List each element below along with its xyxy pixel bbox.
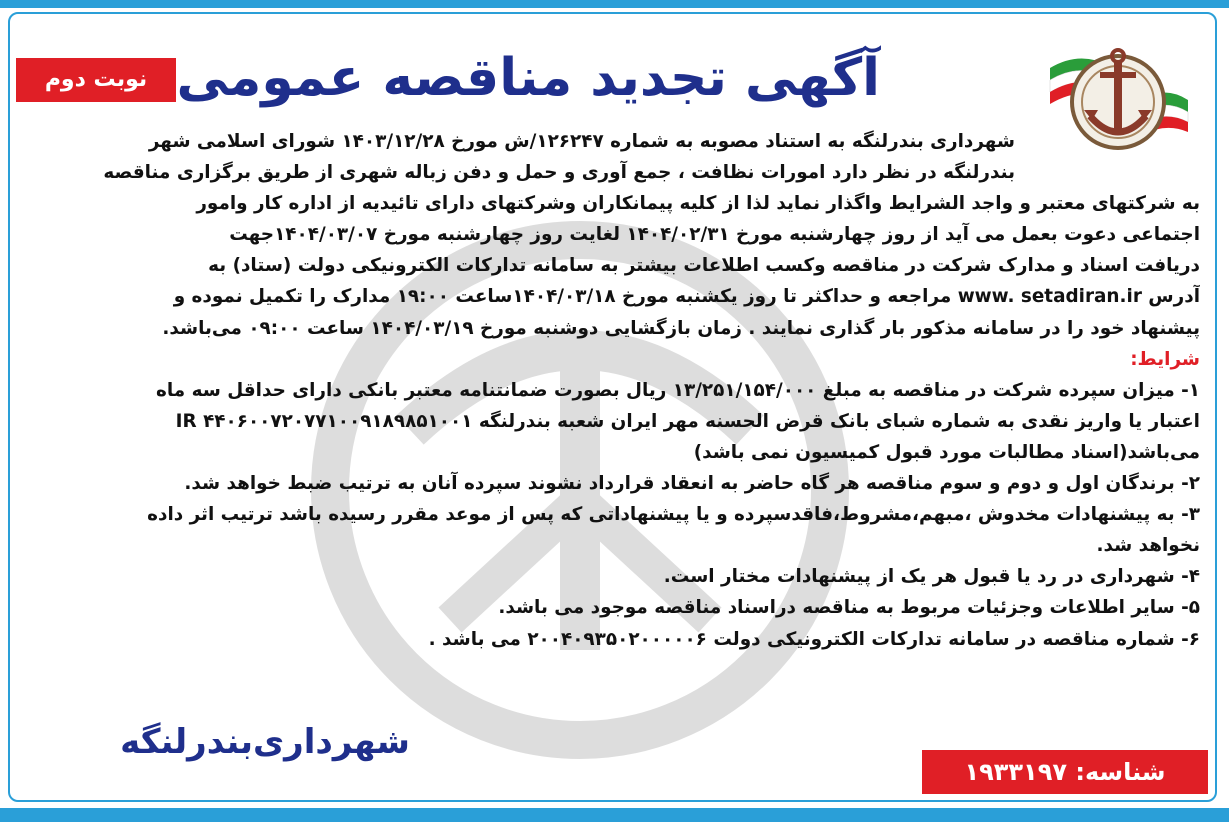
publication-round-badge: نوبت دوم bbox=[16, 58, 176, 102]
condition-line: ۴- شهرداری در رد یا قبول هر یک از پیشنهادات مختار است. bbox=[663, 566, 1200, 588]
intro-line: دریافت اسناد و مدارک شرکت در مناقصه وکسب اطلاعات بیشتر به سامانه تدارکات الکترونیکی دولت (ستاد) به bbox=[208, 255, 1200, 277]
bottom-blue-strip bbox=[0, 808, 1229, 822]
intro-line: پیشنهاد خود را در سامانه مذکور بار گذاری نمایند . زمان بازگشایی دوشنبه مورخ ۱۴۰۴/۰۳/۱۹ ساعت ۰۹:۰۰ می‌باشد. bbox=[162, 317, 1200, 339]
intro-line: شهرداری بندرلنگه به استناد مصوبه به شماره ۱۲۶۲۴۷/ش مورخ ۱۴۰۳/۱۲/۲۸ شورای اسلامی شهر bbox=[148, 131, 1015, 152]
notice-title: آگهی تجدید مناقصه عمومی bbox=[176, 48, 880, 108]
condition-line: ۲- برندگان اول و دوم و سوم مناقصه هر گاه حاضر به انعقاد قرارداد نشوند سپرده آنان به ترتیب ضبط خواهد شد. bbox=[184, 473, 1200, 495]
condition-line: ۶- شماره مناقصه در سامانه تدارکات الکترونیکی دولت ۲۰۰۴۰۹۳۵۰۲۰۰۰۰۰۶ می باشد . bbox=[428, 628, 1200, 650]
notice-id-box: شناسه: ۱۹۳۳۱۹۷ bbox=[922, 750, 1208, 794]
condition-line: اعتبار یا واریز نقدی به شماره شبای بانک قرض الحسنه مهر ایران شعبه بندرلنگه IR ۴۴۰۶۰۰۷۲۰۷۷۱۰۰۹۱۸۹۸۵۱۰۰۱ bbox=[175, 410, 1200, 432]
top-blue-strip bbox=[0, 0, 1229, 8]
condition-line: ۳- به پیشنهادات مخدوش ،مبهم،مشروط،فاقدسپرده و یا پیشنهاداتی که پس از موعد مقرر رسیده باشد ترتیب اثر داده bbox=[147, 504, 1200, 526]
intro-line: بندرلنگه در نظر دارد امورات نظافت ، جمع آوری و حمل و دفن زباله شهری از طریق برگزاری مناقصه bbox=[103, 162, 1015, 184]
intro-line: آدرس www. setadiran.ir مراجعه و حداکثر تا روز یکشنبه مورخ ۱۴۰۴/۰۳/۱۸ساعت ۱۹:۰۰ مدارک را تکمیل نموده و bbox=[173, 286, 1200, 308]
condition-line: می‌باشد(اسناد مطالبات مورد قبول کمیسیون نمی باشد) bbox=[693, 441, 1200, 463]
notice-body bbox=[24, 126, 1200, 655]
intro-line: به شرکتهای معتبر و واجد الشرایط واگذار نماید لذا از کلیه پیمانکاران وشرکتهای دارای تائیدیه از اداره کار وامور bbox=[196, 193, 1200, 215]
condition-line: نخواهد شد. bbox=[1096, 535, 1200, 557]
intro-line: اجتماعی دعوت بعمل می آید از روز چهارشنبه مورخ ۱۴۰۴/۰۲/۳۱ لغایت روز چهارشنبه مورخ ۱۴۰۴/۰۳/۰۷جهت bbox=[229, 224, 1200, 246]
conditions-heading: شرایط: bbox=[1130, 348, 1200, 370]
condition-line: ۱- میزان سپرده شرکت در مناقصه به مبلغ ۱۳/۲۵۱/۱۵۴/۰۰۰ ریال بصورت ضمانتنامه معتبر بانکی دارای حداقل سه ماه bbox=[156, 379, 1200, 401]
condition-line: ۵- سایر اطلاعات وجزئیات مربوط به مناقصه دراسناد مناقصه موجود می باشد. bbox=[498, 597, 1200, 619]
issuer-signature: شهرداری‌بندرلنگه bbox=[120, 722, 410, 762]
